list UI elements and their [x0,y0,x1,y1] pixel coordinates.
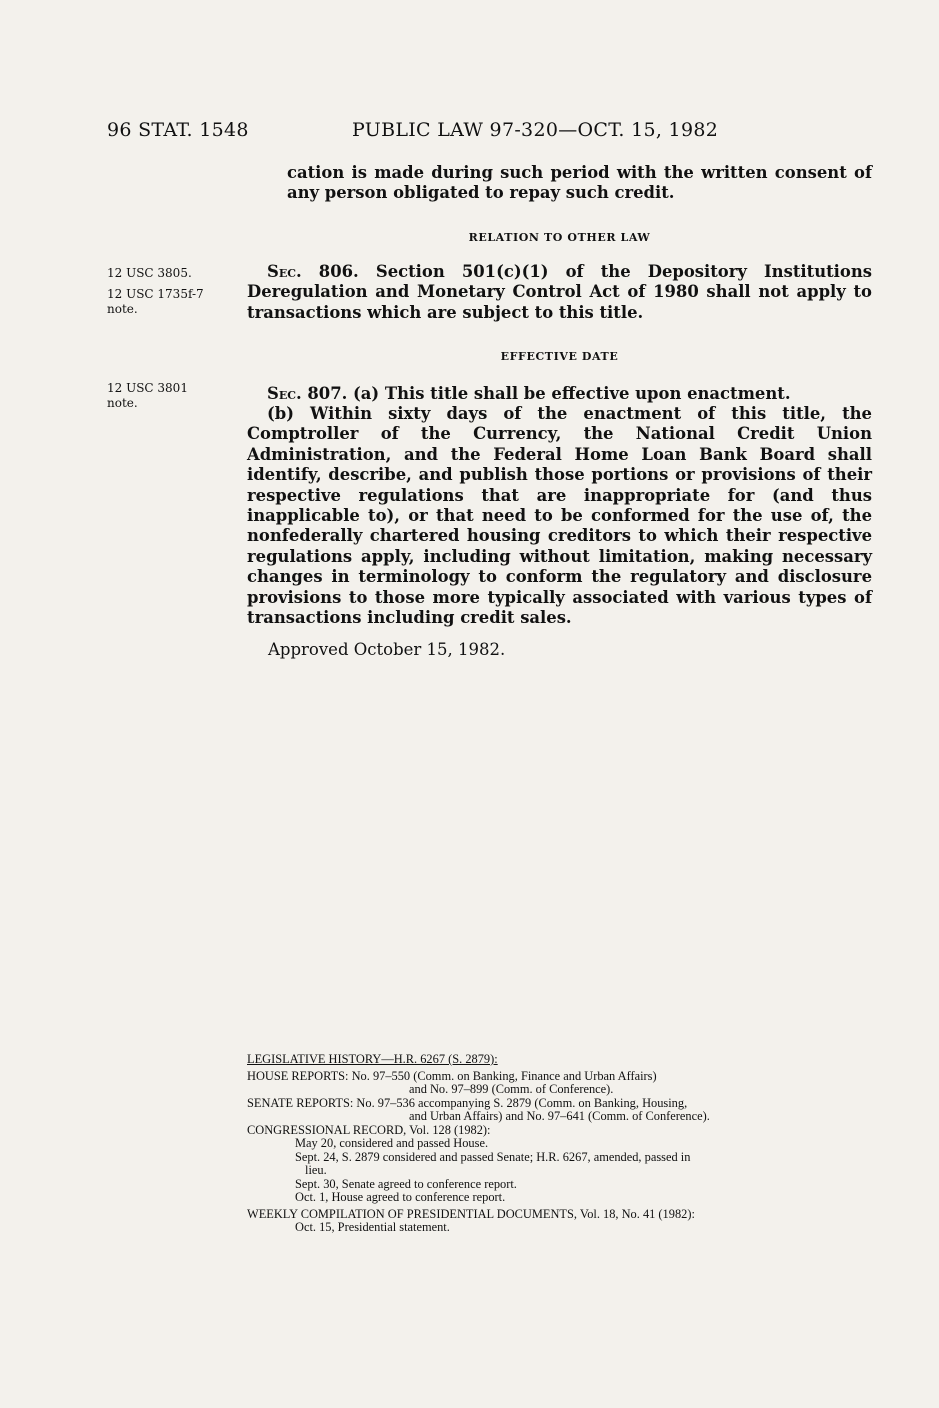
record-entry-3: Sept. 30, Senate agreed to conference report. [295,1176,517,1191]
senate-reports-1: No. 97–536 accompanying S. 2879 (Comm. on Banking, Housing, [356,1095,688,1110]
sec-807-a-text: (a) This title shall be effective upon enactment. [353,384,791,403]
record-entry-2-continued: lieu. [305,1163,327,1177]
sec-806-heading: RELATION TO OTHER LAW [468,231,651,244]
sec-807-margin-note-2: note. [107,396,138,410]
senate-reports-2: and Urban Affairs) and No. 97–641 (Comm. of Conference). [409,1109,710,1123]
legislative-history-heading: LEGISLATIVE HISTORY—H.R. 6267 (S. 2879): [247,1052,498,1066]
sec-806-text: Section 501(c)(1) of the Depository Institutions Deregulation and Monetary Control Act of 1980 shall not apply to transactions which are subject to this title. [247,262,872,322]
record-entry-4: Oct. 1, House agreed to conference report. [295,1190,506,1204]
sec-806-label: Sec. 806. [267,262,359,281]
record-entry-1: May 20, considered and passed House. [295,1136,489,1150]
sec-806-margin-note-2: 12 USC 1735f-7 [107,287,204,301]
running-head-title: PUBLIC LAW 97-320—OCT. 15, 1982 [352,119,719,141]
record-entry-2: Sept. 24, S. 2879 considered and passed Senate; H.R. 6267, amended, passed in [295,1149,691,1164]
senate-reports-row [247,1097,875,1111]
continuation-paragraph: cation is made during such period with the written consent of any person obligated to repay such credit. [287,163,872,203]
congressional-record-label: CONGRESSIONAL RECORD, Vol. 128 (1982): [247,1122,491,1137]
sec-807-margin-note-1: 12 USC 3801 [107,381,188,395]
sec-806-paragraph [247,262,872,323]
statute-page-number: 96 STAT. 1548 [107,119,249,141]
senate-reports-label: SENATE REPORTS: [247,1095,354,1110]
sec-807-heading: EFFECTIVE DATE [500,350,619,363]
sec-807-b-paragraph: (b) Within sixty days of the enactment of this title, the Comptroller of the Currency, the National Credit Union Administration, and the Federal Home Loan Bank Board shall identify, describe, and publish those portions or provisions of their respective regulations that are inappropriate for (and thus inapplicable to), or that need to be conformed for the use of, the nonfederally chartered housing creditors to which their respective regulations apply, including without limitation, making necessary changes in terminology to conform the regulatory and disclosure provisions to those more typically associated with various types of transactions including credit sales. [247,404,872,628]
house-reports-label: HOUSE REPORTS: [247,1068,349,1083]
weekly-compilation-entry: Oct. 15, Presidential statement. [295,1220,450,1234]
house-reports-row [247,1070,875,1084]
house-reports-2: and No. 97–899 (Comm. of Conference). [409,1082,614,1096]
sec-807-a-paragraph [247,384,872,404]
weekly-compilation-label: WEEKLY COMPILATION OF PRESIDENTIAL DOCUMENTS, Vol. 18, No. 41 (1982): [247,1206,695,1221]
legislative-history [247,1053,875,1235]
sec-806-margin-note-1: 12 USC 3805. [107,266,192,280]
sec-807-label: Sec. 807. [267,384,348,403]
sec-806-margin-note-3: note. [107,302,138,316]
house-reports-1: No. 97–550 (Comm. on Banking, Finance and Urban Affairs) [351,1068,657,1083]
approval-date: Approved October 15, 1982. [268,640,506,659]
